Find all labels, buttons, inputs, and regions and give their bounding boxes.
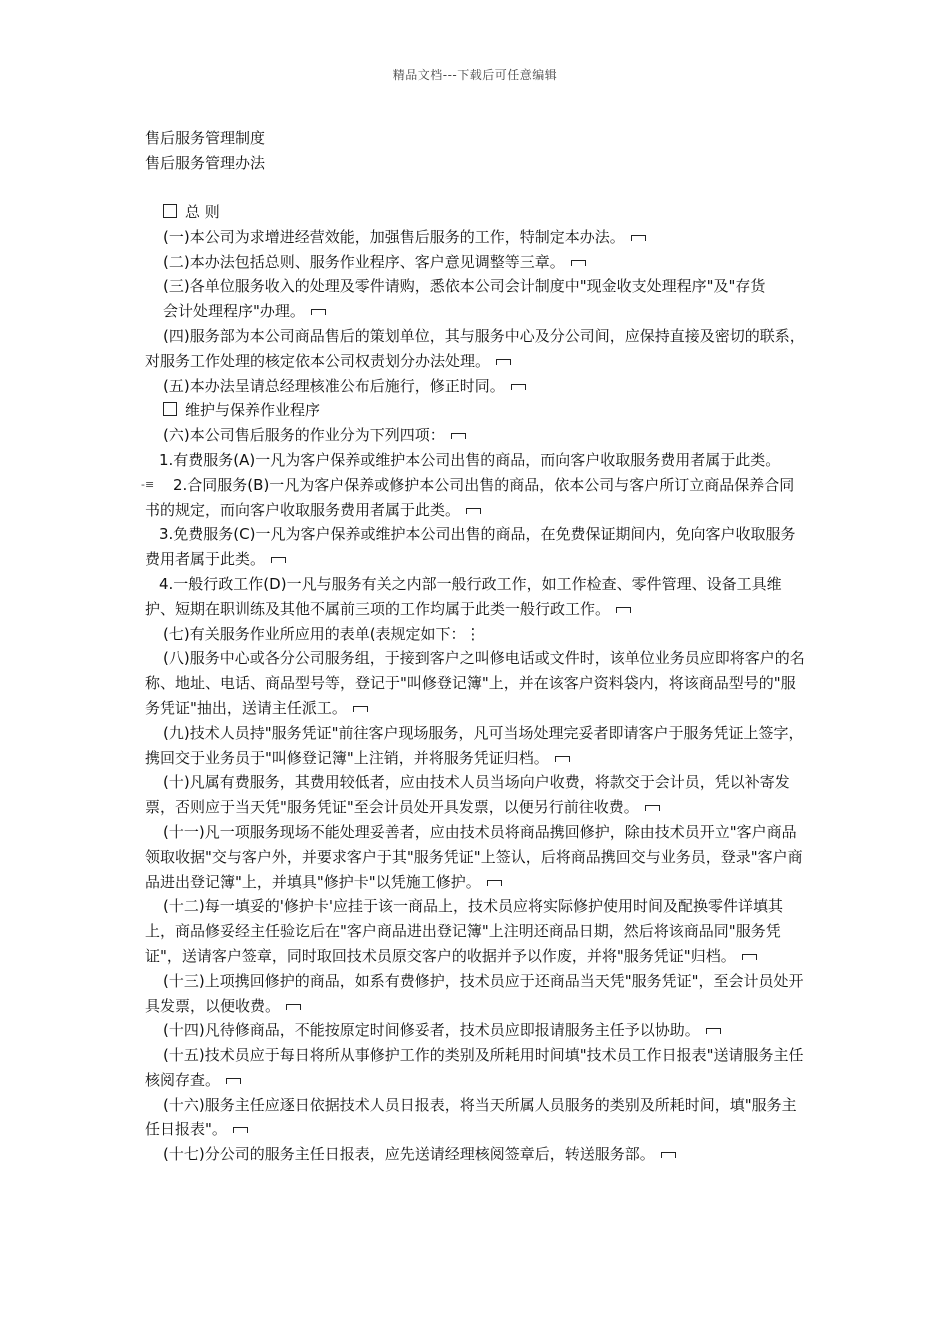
paragraph-mark-icon (226, 1078, 241, 1084)
checkbox-icon (163, 204, 177, 218)
paragraph-mark-icon (487, 880, 502, 886)
section-heading: 维护与保养作业程序 (145, 398, 807, 423)
paragraph: (八)服务中心或各分公司服务组，于接到客户之叫修电话或文件时，该单位业务员应即将客户的名称、地址、电话、商品型号等，登记于"叫修登记簿"上，并在该客户资料袋内，将该商品型号的"服务凭证"抽出，送请主任派工。 (145, 649, 805, 717)
paragraph-mark-icon (353, 706, 368, 712)
paragraph-mark-icon (511, 384, 526, 390)
paragraph: -≡ 2.合同服务(B)一凡为客户保养或修护本公司出售的商品，依本公司与客户所订立商品保养合同书的规定，而向客户收取服务费用者属于此类。 (145, 473, 807, 523)
paragraph-mark-icon (233, 1127, 248, 1133)
paragraph: (十三)上项携回修护的商品，如系有费修护，技术员应于还商品当天凭"服务凭证"，至会计员处开具发票，以便收费。 (145, 971, 804, 1015)
paragraph: 1.有费服务(A)一凡为客户保养或维护本公司出售的商品，而向客户收取服务费用者属于此类。 (159, 450, 781, 469)
page-header: 精品文档---下载后可任意编辑 (392, 68, 558, 82)
paragraph-mark-icon (271, 557, 286, 563)
document-body (141, 200, 807, 1167)
paragraph-mark-icon (451, 433, 466, 439)
paragraph-mark-icon (466, 508, 481, 514)
paragraph: (十七)分公司的服务主任日报表，应先送请经理核阅签章后，转送服务部。 (145, 1142, 807, 1167)
paragraph-mark-icon (706, 1028, 721, 1034)
paragraph: (九)技术人员持"服务凭证"前往客户现场服务，凡可当场处理完妥者即请客户于服务凭证上签字，携回交于业务员于"叫修登记簿"上注销，并将服务凭证归档。 (145, 723, 804, 767)
paragraph: (十)凡属有费服务，其费用较低者，应由技术人员当场向户收费，将款交于会计员，凭以补寄发票，否则应于当天凭"服务凭证"至会计员处开具发票，以便另行前往收费。 (145, 773, 790, 817)
checkbox-icon (163, 402, 177, 416)
paragraph-mark-icon (286, 1004, 301, 1010)
paragraph: (二)本办法包括总则、服务作业程序、客户意见调整等三章。 (145, 250, 807, 275)
paragraph: (十五)技术员应于每日将所从事修护工作的类别及所耗用时间填"技术员工作日报表"送请服务主任核阅存查。 (145, 1046, 804, 1089)
paragraph: 4.一般行政工作(D)一凡与服务有关之内部一般行政工作，如工作检查、零件管理、设备工具维护、短期在职训练及其他不属前三项的工作均属于此类一般行政工作。 (145, 574, 782, 618)
paragraph: (六)本公司售后服务的作业分为下列四项： (145, 423, 807, 448)
document-title: 售后服务管理制度 (145, 129, 266, 147)
paragraph: (一)本公司为求增进经营效能，加强售后服务的工作，特制定本办法。 (145, 225, 807, 250)
paragraph-mark-icon (616, 607, 631, 613)
paragraph: 3.免费服务(C)一凡为客户保养或维护本公司出售的商品，在免费保证期间内，免向客户收取服务费用者属于此类。 (145, 525, 796, 569)
paragraph: (十四)凡待修商品，不能按原定时间修妥者，技术员应即报请服务主任予以协助。 (145, 1018, 807, 1043)
paragraph-mark-icon (742, 954, 757, 960)
paragraph-mark-icon (496, 359, 511, 365)
paragraph: (四)服务部为本公司商品售后的策划单位，其与服务中心及分公司间，应保持直接及密切的联系，对服务工作处理的核定依本公司权责划分办法处理。 (145, 326, 805, 370)
paragraph: (十一)凡一项服务现场不能处理妥善者，应由技术员将商品携回修护，除由技术员开立"客户商品领取收据"交与客户外，并要求客户于其"服务凭证"上签认，后将商品携回交与业务员，登录"客户商品进出登记簿"上，并填具"修护卡"以凭施工修护。 (145, 822, 803, 891)
paragraph-mark-icon (311, 309, 326, 315)
paragraph-mark-icon (661, 1152, 676, 1158)
side-mark: -≡ (141, 477, 155, 491)
paragraph: (十六)服务主任应逐日依据技术人员日报表，将当天所属人员服务的类别及所耗时间，填"服务主任日报表"。 (145, 1095, 797, 1139)
document-subtitle: 售后服务管理办法 (145, 154, 266, 172)
paragraph: (十二)每一填妥的'修护卡'应挂于该一商品上，技术员应将实际修护使用时间及配换零件详填其上，商品修妥经主任验讫后在"客户商品进出登记簿"上注明还商品日期，然后将该商品同"服务凭证"，送请客户签章，同时取回技术员原交客户的收据并予以作废，并将"服务凭证"归档。 (145, 897, 783, 965)
paragraph-mark-icon (631, 235, 646, 241)
section-heading: 总 则 (145, 200, 807, 225)
paragraph-mark-icon (555, 756, 570, 762)
paragraph-mark-icon (571, 260, 586, 266)
paragraph: (三)各单位服务收入的处理及零件请购，悉依本公司会计制度中"现金收支处理程序"及"存货会计处理程序"办理。 (163, 277, 766, 321)
paragraph: (五)本办法呈请总经理核准公布后施行，修正时同。 (145, 374, 807, 399)
paragraph: (七)有关服务作业所应用的表单(表规定如下：⋮ (163, 624, 481, 643)
paragraph-mark-icon (645, 805, 660, 811)
